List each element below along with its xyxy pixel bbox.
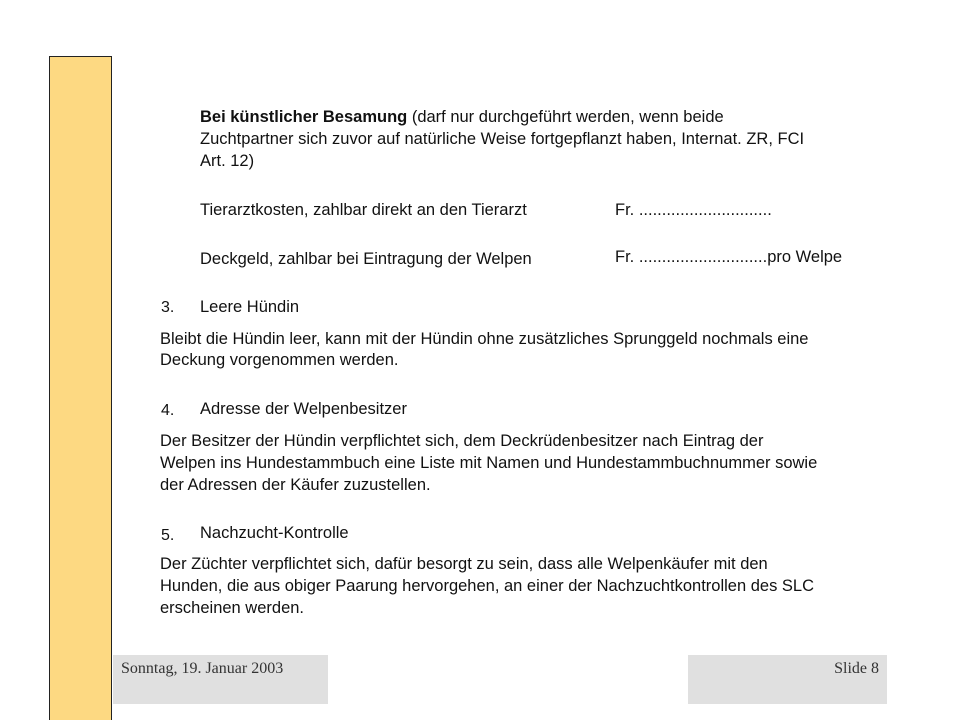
section-text-line: Welpen ins Hundestammbuch eine Liste mit Namen und Hundestammbuchnummer sowie [160,454,818,472]
section-text-line: Bleibt die Hündin leer, kann mit der Hündin ohne zusätzliches Sprunggeld nochmals eine [160,330,809,348]
stud-fee-value: Fr. ............................pro Welpe [615,248,843,266]
section-number: 3. [161,299,175,316]
section-text-line: der Adressen der Käufer zuzustellen. [160,476,431,494]
insemination-line: Zuchtpartner sich zuvor auf natürliche Weise fortgepflanzt haben, Internat. ZR, FCI [200,130,805,148]
insemination-heading-rest: (darf nur durchgeführt werden, wenn beide [407,108,724,126]
stud-fee-label: Deckgeld, zahlbar bei Eintragung der Welpen [200,250,532,268]
insemination-heading-bold: Bei künstlicher Besamung [200,108,408,126]
vet-costs-value: Fr. ............................. [615,201,772,219]
section-number: 5. [161,527,175,544]
section-title: Nachzucht-Kontrolle [200,524,349,542]
section-title: Adresse der Welpenbesitzer [200,400,407,418]
section-text-line: Der Besitzer der Hündin verpflichtet sich, dem Deckrüdenbesitzer nach Eintrag der [160,432,764,450]
section-text-line: Hunden, die aus obiger Paarung hervorgehen, an einer der Nachzuchtkontrollen des SLC [160,577,815,595]
section-text-line: Deckung vorgenommen werden. [160,351,399,369]
vet-costs-label: Tierarztkosten, zahlbar direkt an den Tierarzt [200,201,527,219]
section-text-line: Der Züchter verpflichtet sich, dafür besorgt zu sein, dass alle Welpenkäufer mit den [160,555,768,573]
section-text-line: erscheinen werden. [160,599,305,617]
section-number: 4. [161,402,175,419]
insemination-line: Art. 12) [200,152,255,170]
section-title: Leere Hündin [200,298,300,316]
footer-slide-number: Slide 8 [688,655,887,704]
insemination-heading [200,106,724,128]
footer-date: Sonntag, 19. Januar 2003 [113,655,328,704]
